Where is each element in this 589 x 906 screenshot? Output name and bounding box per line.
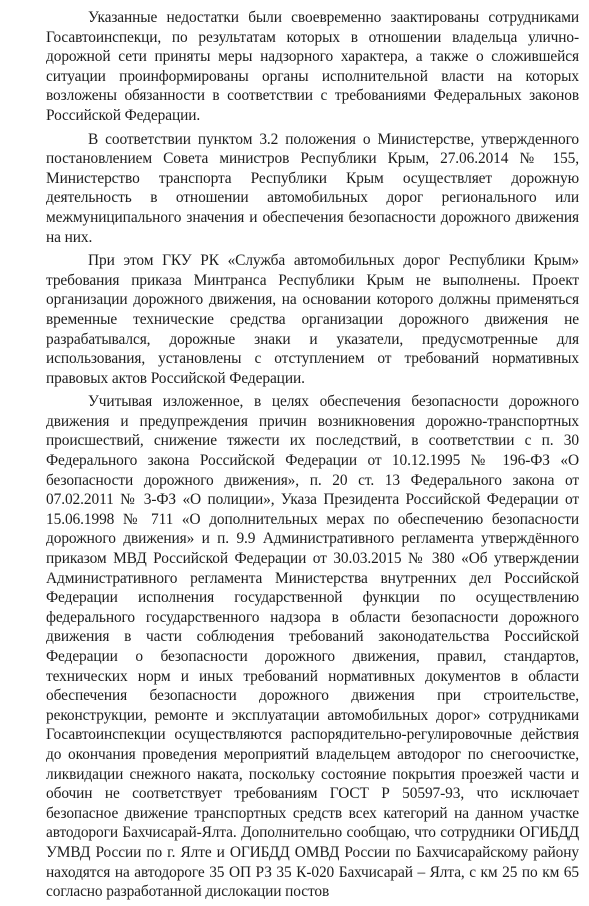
paragraph-ministry-duties: В соответствии пунктом 3.2 положения о Министерстве, утвержденного постановлением Совета министров Республики Крым, 27.06.2014 № 155, Министерство транспорта Республики Крым осуществляет дорожную деятельность в отношении автомобильных дорог регионального или межмуниципального значения и обеспечения безопасности дорожного движения на них. (46, 130, 579, 246)
paragraph-inspection-results: Указанные недостатки были своевременно заактированы сотрудниками Госавтоинспекци, по результатам которых в отношении владельца улично-дорожной сети приняты меры надзорного характера, а также о сложившейся ситуации проинформированы органы исполнительной власти на которых возложены обязанности в соответствии с требованиями Федеральных законов Российской Федерации. (46, 9, 579, 124)
paragraph-measures-taken: Учитывая изложенное, в целях обеспечения безопасности дорожного движения и предупреждения причин возникновения дорожно-транспортных происшествий, снижение тяжести их последствий, в соответствии с п. 30 Федерального закона Российской Федерации от 10.12.1995 № 196-ФЗ «О безопасности дорожного движения», п. 20 ст. 13 Федерального закона от 07.02.2011 № 3-ФЗ «О полиции», Указа Президента Российской Федерации от 15.06.1998 № 711 «О дополнительных мерах по обеспечению безопасности дорожного движения» и п. 9.9 Административного регламента утверждённого приказом МВД Российской Федерации от 30.03.2015 № 380 «Об утверждении Административного регламента Министерства внутренних дел Российской Федерации исполнения государственной функции по осуществлению федерального государственного надзора в области безопасности дорожного движения в части соблюдения требований законодательства Российской Федерации о безопасности дорожного движения, правил, стандартов, технических норм и иных требований нормативных документов в области обеспечения безопасности дорожного движения при строительстве, реконструкции, ремонте и эксплуатации автомобильных дорог» сотрудниками Госавтоинспекции осуществляются распорядительно-регулировочные действия до окончания проведения мероприятий владельцем автодорог по снегоочистке, ликвидации снежного наката, поскольку состояние покрытия проезжей части и обочин не соответствует требованиям ГОСТ Р 50597-93, что исключает безопасное движение транспортных средств всех категорий на данном участке автодороги Бахчисарай-Ялта. Дополнительно сообщаю, что сотрудники ОГИБДД УМВД России по г. Ялте и ОГИБДД ОМВД России по Бахчисарайскому району находятся на автодороге 35 ОП РЗ 35 К-020 Бахчисарай – Ялта, с км 25 по км 65 согласно разработанной дислокации постов (46, 393, 579, 901)
document-page (46, 8, 579, 906)
paragraph-road-service: При этом ГКУ РК «Служба автомобильных дорог Республики Крым» требования приказа Минтранса Республики Крым не выполнены. Проект организации дорожного движения, на основании которого должны применяться временные технические средства организации дорожного движения не разрабатывался, дорожные знаки и указатели, предусмотренные для использования, установлены с отступлением от требований нормативных правовых актов Российской Федерации. (46, 252, 579, 387)
